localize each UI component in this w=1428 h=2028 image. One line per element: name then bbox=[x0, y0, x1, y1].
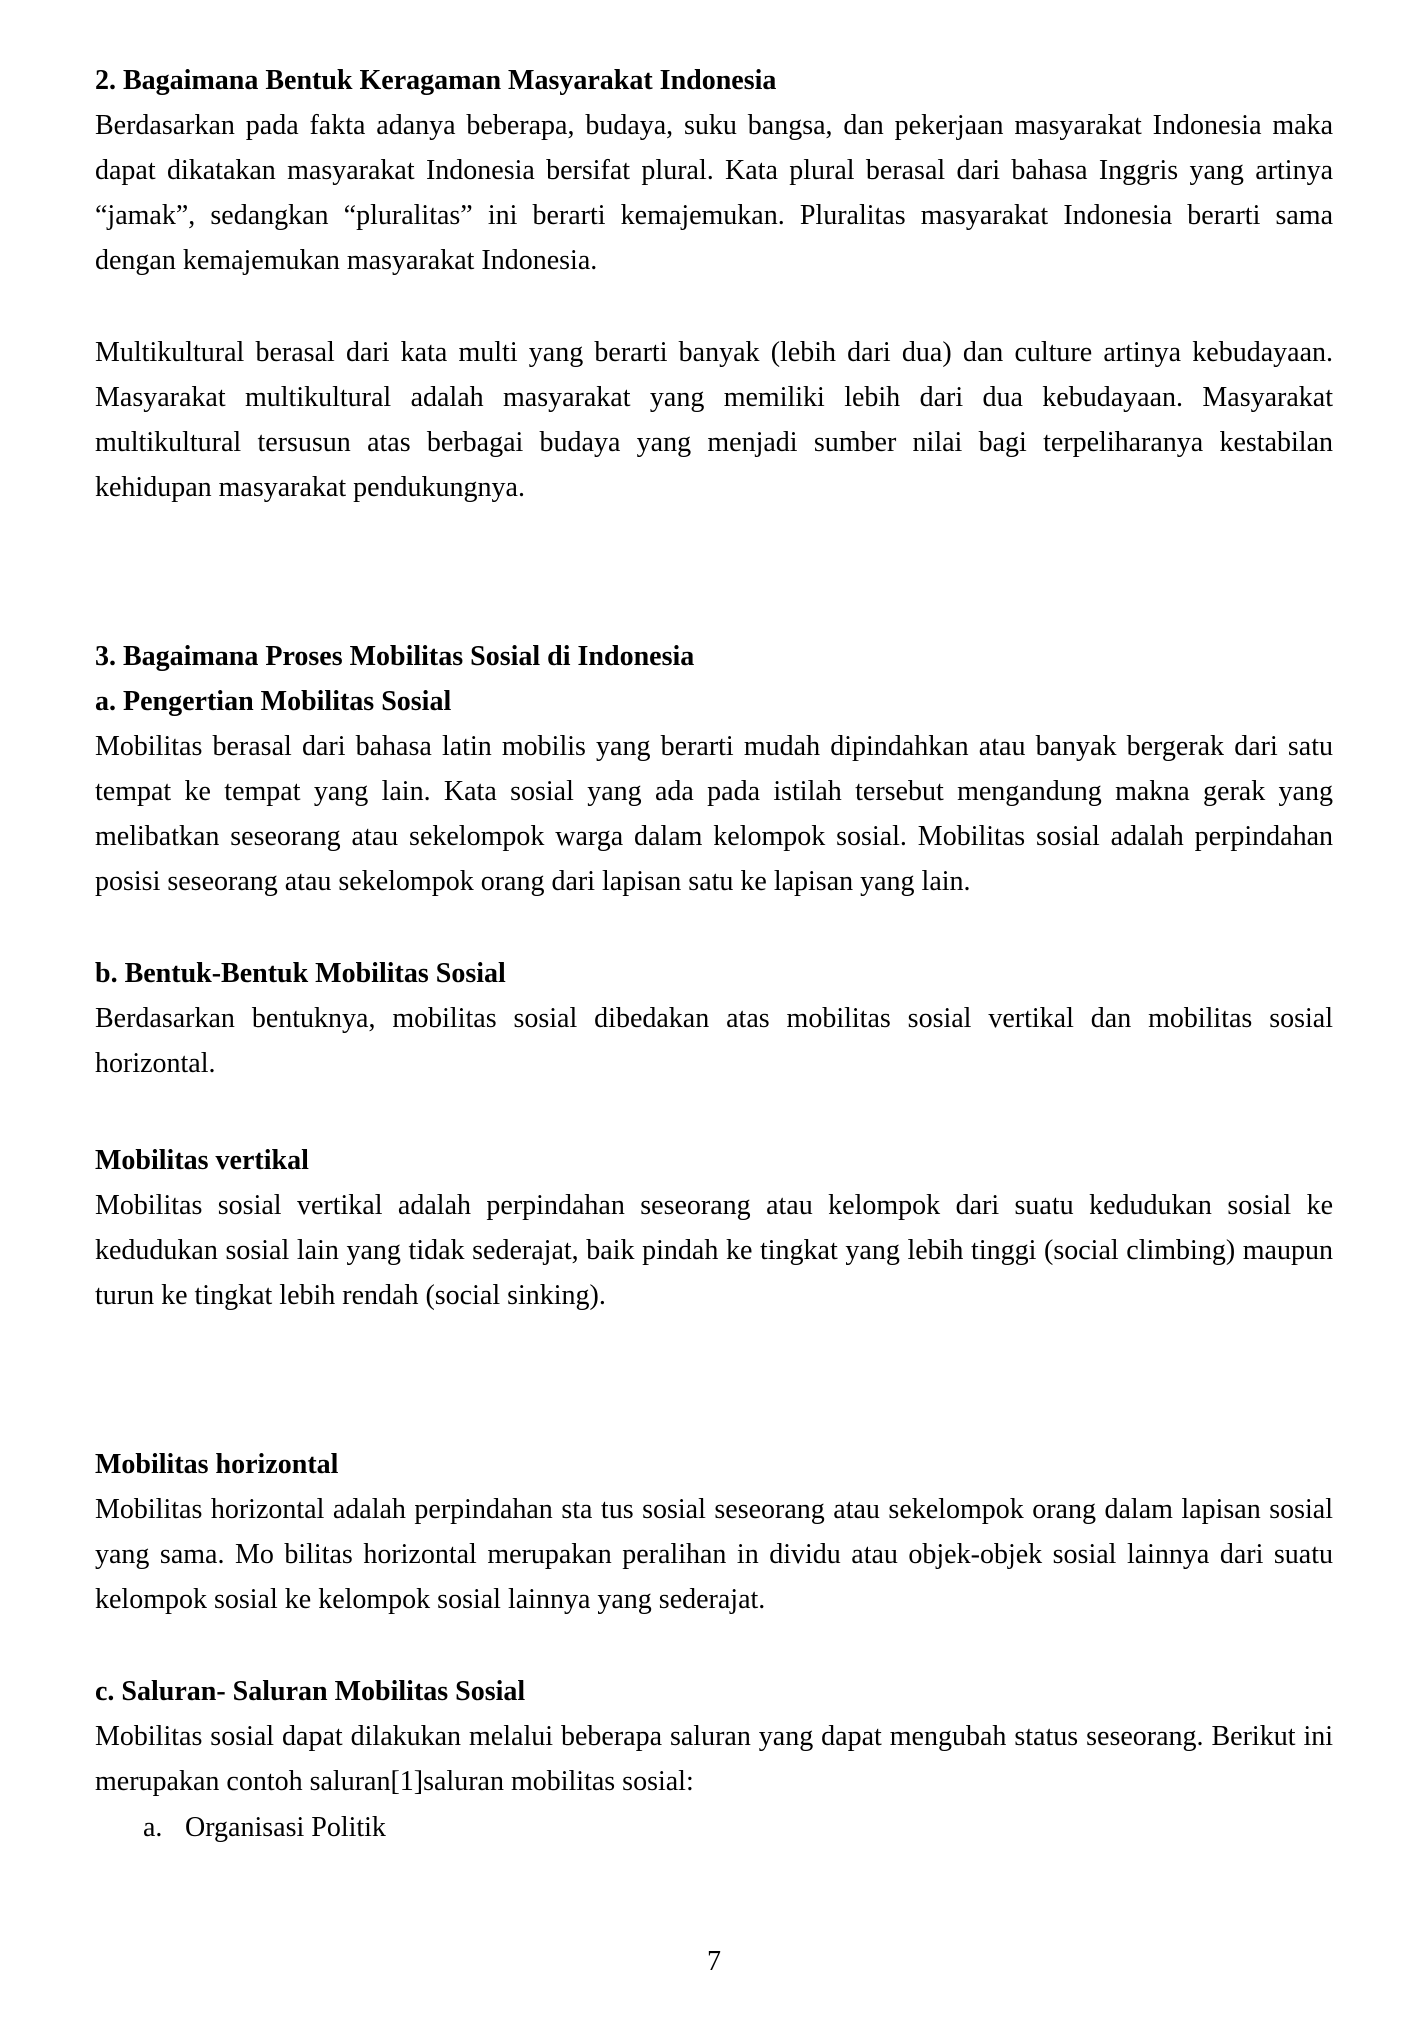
paragraph-mobilitas-vertikal: Mobilitas sosial vertikal adalah perpindahan seseorang atau kelompok dari suatu kedudukan sosial ke kedudukan sosial lain yang tidak sederajat, baik pindah ke tingkat yang lebih tinggi (social climbing) maupun turun ke tingkat lebih rendah (social sinking). bbox=[95, 1190, 1333, 1311]
heading-bentuk-keragaman: 2. Bagaimana Bentuk Keragaman Masyarakat Indonesia bbox=[95, 65, 777, 96]
paragraph-pluralitas: Berdasarkan pada fakta adanya beberapa, budaya, suku bangsa, dan pekerjaan masyarakat Indonesia maka dapat dikatakan masyarakat Indonesia bersifat plural. Kata plural berasal dari bahasa Inggris yang artinya “jamak”, sedangkan “pluralitas” ini berarti kemajemukan. Pluralitas masyarakat Indonesia berarti sama dengan kemajemukan masyarakat Indonesia. bbox=[95, 110, 1333, 276]
subheading-pengertian-mobilitas: a. Pengertian Mobilitas Sosial bbox=[95, 686, 452, 717]
subheading-mobilitas-horizontal: Mobilitas horizontal bbox=[95, 1449, 339, 1480]
heading-proses-mobilitas: 3. Bagaimana Proses Mobilitas Sosial di Indonesia bbox=[95, 641, 695, 672]
paragraph-pengertian-mobilitas: Mobilitas berasal dari bahasa latin mobilis yang berarti mudah dipindahkan atau banyak bergerak dari satu tempat ke tempat yang lain. Kata sosial yang ada pada istilah tersebut mengandung makna gerak yang melibatkan seseorang atau sekelompok warga dalam kelompok sosial. Mobilitas sosial adalah perpindahan posisi seseorang atau sekelompok orang dari lapisan satu ke lapisan yang lain. bbox=[95, 731, 1333, 897]
paragraph-bentuk-mobilitas: Berdasarkan bentuknya, mobilitas sosial dibedakan atas mobilitas sosial vertikal dan mobilitas sosial horizontal. bbox=[95, 1003, 1333, 1079]
subheading-saluran-mobilitas: c. Saluran- Saluran Mobilitas Sosial bbox=[95, 1676, 526, 1707]
list-item-organisasi-politik bbox=[95, 1805, 1333, 1850]
paragraph-mobilitas-horizontal: Mobilitas horizontal adalah perpindahan sta tus sosial seseorang atau sekelompok orang dalam lapisan sosial yang sama. Mo bilitas horizontal merupakan peralihan in dividu atau objek-objek sosial lainnya dari suatu kelompok sosial ke kelompok sosial lainnya yang sederajat. bbox=[95, 1494, 1333, 1615]
page-number: 7 bbox=[707, 1946, 721, 1977]
list-item-label: Organisasi Politik bbox=[185, 1812, 386, 1843]
list-item-marker: a. bbox=[143, 1812, 163, 1843]
subheading-bentuk-mobilitas: b. Bentuk-Bentuk Mobilitas Sosial bbox=[95, 958, 506, 989]
paragraph-multikultural: Multikultural berasal dari kata multi yang berarti banyak (lebih dari dua) dan culture artinya kebudayaan. Masyarakat multikultural adalah masyarakat yang memiliki lebih dari dua kebudayaan. Masyarakat multikultural tersusun atas berbagai budaya yang menjadi sumber nilai bagi terpeliharanya kestabilan kehidupan masyarakat pendukungnya. bbox=[95, 337, 1333, 503]
subheading-mobilitas-vertikal: Mobilitas vertikal bbox=[95, 1145, 309, 1176]
paragraph-saluran-mobilitas: Mobilitas sosial dapat dilakukan melalui beberapa saluran yang dapat mengubah status seseorang. Berikut ini merupakan contoh saluran[1]saluran mobilitas sosial: bbox=[95, 1721, 1333, 1797]
